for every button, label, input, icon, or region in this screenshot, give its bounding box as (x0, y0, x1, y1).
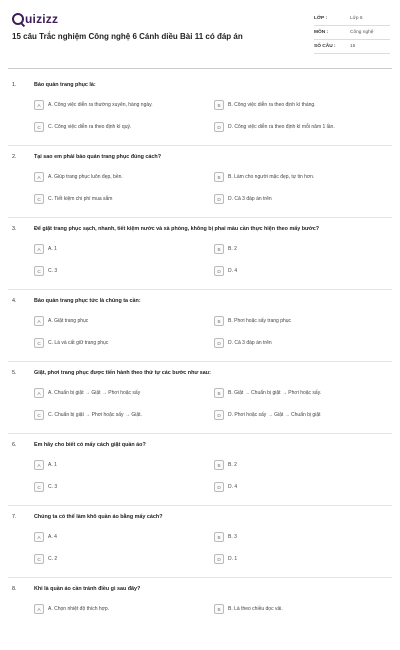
meta-question-count: SỐ CÂU : 15 (314, 40, 390, 54)
question-list (0, 74, 400, 650)
option-c[interactable] (34, 265, 194, 277)
option-letter-badge: A (34, 460, 44, 470)
option-b[interactable] (214, 531, 374, 543)
option-text: D. Cả 3 đáp án trên (228, 340, 272, 346)
question-7 (0, 506, 400, 578)
option-text: D. 4 (228, 268, 238, 274)
option-b[interactable] (214, 459, 374, 471)
option-text: A. Công việc diễn ra thường xuyên, hàng ngày. (48, 102, 153, 108)
option-d[interactable] (214, 337, 374, 349)
option-letter-badge: B (214, 244, 224, 254)
meta-subject: MÔN : Công nghệ (314, 26, 390, 40)
question-number: 8. (12, 586, 17, 592)
option-letter-badge: D (214, 410, 224, 420)
question-number: 5. (12, 370, 17, 376)
question-text: Em hãy cho biết có mấy cách giặt quần áo? (34, 442, 146, 448)
option-text: A. Giúp trang phục luôn đẹp, bền. (48, 174, 123, 180)
option-letter-badge: A (34, 604, 44, 614)
option-letter-badge: A (34, 532, 44, 542)
option-letter-badge: B (214, 388, 224, 398)
option-text: B. Làm cho người mặc đẹp, tự tin hơn. (228, 174, 315, 180)
option-text: C. Công việc diễn ra theo định kì quý. (48, 124, 132, 130)
option-letter-badge: C (34, 266, 44, 276)
option-a[interactable] (34, 171, 194, 183)
worksheet-title: 15 câu Trắc nghiệm Công nghệ 6 Cánh diều Bài 11 có đáp án (12, 32, 243, 41)
quizizz-logo: uizizz (12, 12, 58, 26)
option-a[interactable] (34, 243, 194, 255)
option-text: B. Công việc diễn ra theo định kì tháng. (228, 102, 316, 108)
option-text: C. Tiết kiệm chi phí mua sắm (48, 196, 113, 202)
option-letter-badge: C (34, 338, 44, 348)
question-text: Giặt, phơi trang phục được tiến hành theo thứ tự các bước như sau: (34, 370, 211, 376)
option-letter-badge: A (34, 172, 44, 182)
question-6 (0, 434, 400, 506)
question-text: Chúng ta có thể làm khô quần áo bằng mấy cách? (34, 514, 163, 520)
option-text: A. Giặt trang phục (48, 318, 89, 324)
option-text: A. 1 (48, 246, 57, 252)
question-8 (0, 578, 400, 650)
question-5 (0, 362, 400, 434)
option-text: D. Cả 3 đáp án trên (228, 196, 272, 202)
meta-class: LỚP : Lớp 6 (314, 12, 390, 26)
option-a[interactable] (34, 459, 194, 471)
header-divider (8, 68, 392, 69)
option-text: B. 2 (228, 462, 237, 468)
option-text: C. 3 (48, 268, 58, 274)
option-letter-badge: C (34, 194, 44, 204)
option-letter-badge: C (34, 554, 44, 564)
question-text: Để giặt trang phục sạch, nhanh, tiết kiệm nước và xà phòng, không bị phai màu cần thực hiện theo mấy bước? (34, 226, 320, 232)
option-a[interactable] (34, 99, 194, 111)
option-c[interactable] (34, 121, 194, 133)
option-letter-badge: C (34, 122, 44, 132)
option-text: B. 3 (228, 534, 237, 540)
option-b[interactable] (214, 603, 374, 615)
question-number: 6. (12, 442, 17, 448)
option-text: A. Chọn nhiệt độ thích hợp. (48, 606, 110, 612)
option-c[interactable] (34, 409, 194, 421)
option-letter-badge: B (214, 460, 224, 470)
worksheet-header (0, 0, 400, 62)
option-text: C. 2 (48, 556, 58, 562)
option-b[interactable] (214, 171, 374, 183)
option-text: C. Chuẩn bị giặt → Phơi hoặc sấy → Giặt. (48, 412, 142, 418)
option-d[interactable] (214, 121, 374, 133)
question-text: Bảo quản trang phục là: (34, 82, 96, 88)
option-text: A. 1 (48, 462, 57, 468)
question-number: 1. (12, 82, 17, 88)
option-letter-badge: D (214, 266, 224, 276)
option-a[interactable] (34, 315, 194, 327)
option-letter-badge: D (214, 482, 224, 492)
option-text: A. Chuẩn bị giặt → Giặt → Phơi hoặc sấy (48, 390, 141, 396)
question-number: 7. (12, 514, 17, 520)
option-letter-badge: D (214, 554, 224, 564)
option-c[interactable] (34, 553, 194, 565)
option-b[interactable] (214, 387, 374, 399)
question-4 (0, 290, 400, 362)
option-b[interactable] (214, 99, 374, 111)
option-letter-badge: B (214, 100, 224, 110)
option-text: C. Là và cất giữ trang phục (48, 340, 109, 346)
option-letter-badge: D (214, 122, 224, 132)
option-text: A. 4 (48, 534, 57, 540)
option-letter-badge: A (34, 316, 44, 326)
question-1 (0, 74, 400, 146)
option-letter-badge: C (34, 482, 44, 492)
option-letter-badge: B (214, 604, 224, 614)
option-text: C. 3 (48, 484, 58, 490)
option-a[interactable] (34, 387, 194, 399)
option-c[interactable] (34, 481, 194, 493)
option-d[interactable] (214, 193, 374, 205)
question-text: Khi là quần áo cần tránh điều gì sau đây? (34, 586, 141, 592)
option-letter-badge: D (214, 194, 224, 204)
question-text: Bảo quản trang phục tức là chúng ta cần: (34, 298, 141, 304)
option-text: B. Phơi hoặc sấy trang phục (228, 318, 292, 324)
question-number: 3. (12, 226, 17, 232)
option-b[interactable] (214, 315, 374, 327)
option-c[interactable] (34, 337, 194, 349)
option-d[interactable] (214, 481, 374, 493)
option-letter-badge: C (34, 410, 44, 420)
question-3 (0, 218, 400, 290)
question-number: 4. (12, 298, 17, 304)
worksheet-meta (314, 12, 390, 54)
option-letter-badge: A (34, 244, 44, 254)
option-letter-badge: B (214, 316, 224, 326)
option-text: D. Công việc diễn ra theo định kì mỗi năm 1 lần. (228, 124, 335, 130)
option-text: D. 1 (228, 556, 238, 562)
option-letter-badge: D (214, 338, 224, 348)
option-text: D. 4 (228, 484, 238, 490)
option-c[interactable] (34, 193, 194, 205)
option-text: B. Là theo chiều dọc vải. (228, 606, 283, 612)
option-letter-badge: A (34, 388, 44, 398)
option-letter-badge: B (214, 172, 224, 182)
option-d[interactable] (214, 553, 374, 565)
option-text: B. Giặt → Chuẩn bị giặt → Phơi hoặc sấy. (228, 390, 322, 396)
option-letter-badge: B (214, 532, 224, 542)
option-b[interactable] (214, 243, 374, 255)
option-text: B. 2 (228, 246, 237, 252)
quizizz-q-icon (12, 13, 24, 25)
option-d[interactable] (214, 265, 374, 277)
question-text: Tại sao em phải bảo quản trang phục đúng cách? (34, 154, 161, 160)
option-text: D. Phơi hoặc sấy → Giặt → Chuẩn bị giặt (228, 412, 321, 418)
option-a[interactable] (34, 531, 194, 543)
option-a[interactable] (34, 603, 194, 615)
option-letter-badge: A (34, 100, 44, 110)
question-2 (0, 146, 400, 218)
option-d[interactable] (214, 409, 374, 421)
question-number: 2. (12, 154, 17, 160)
